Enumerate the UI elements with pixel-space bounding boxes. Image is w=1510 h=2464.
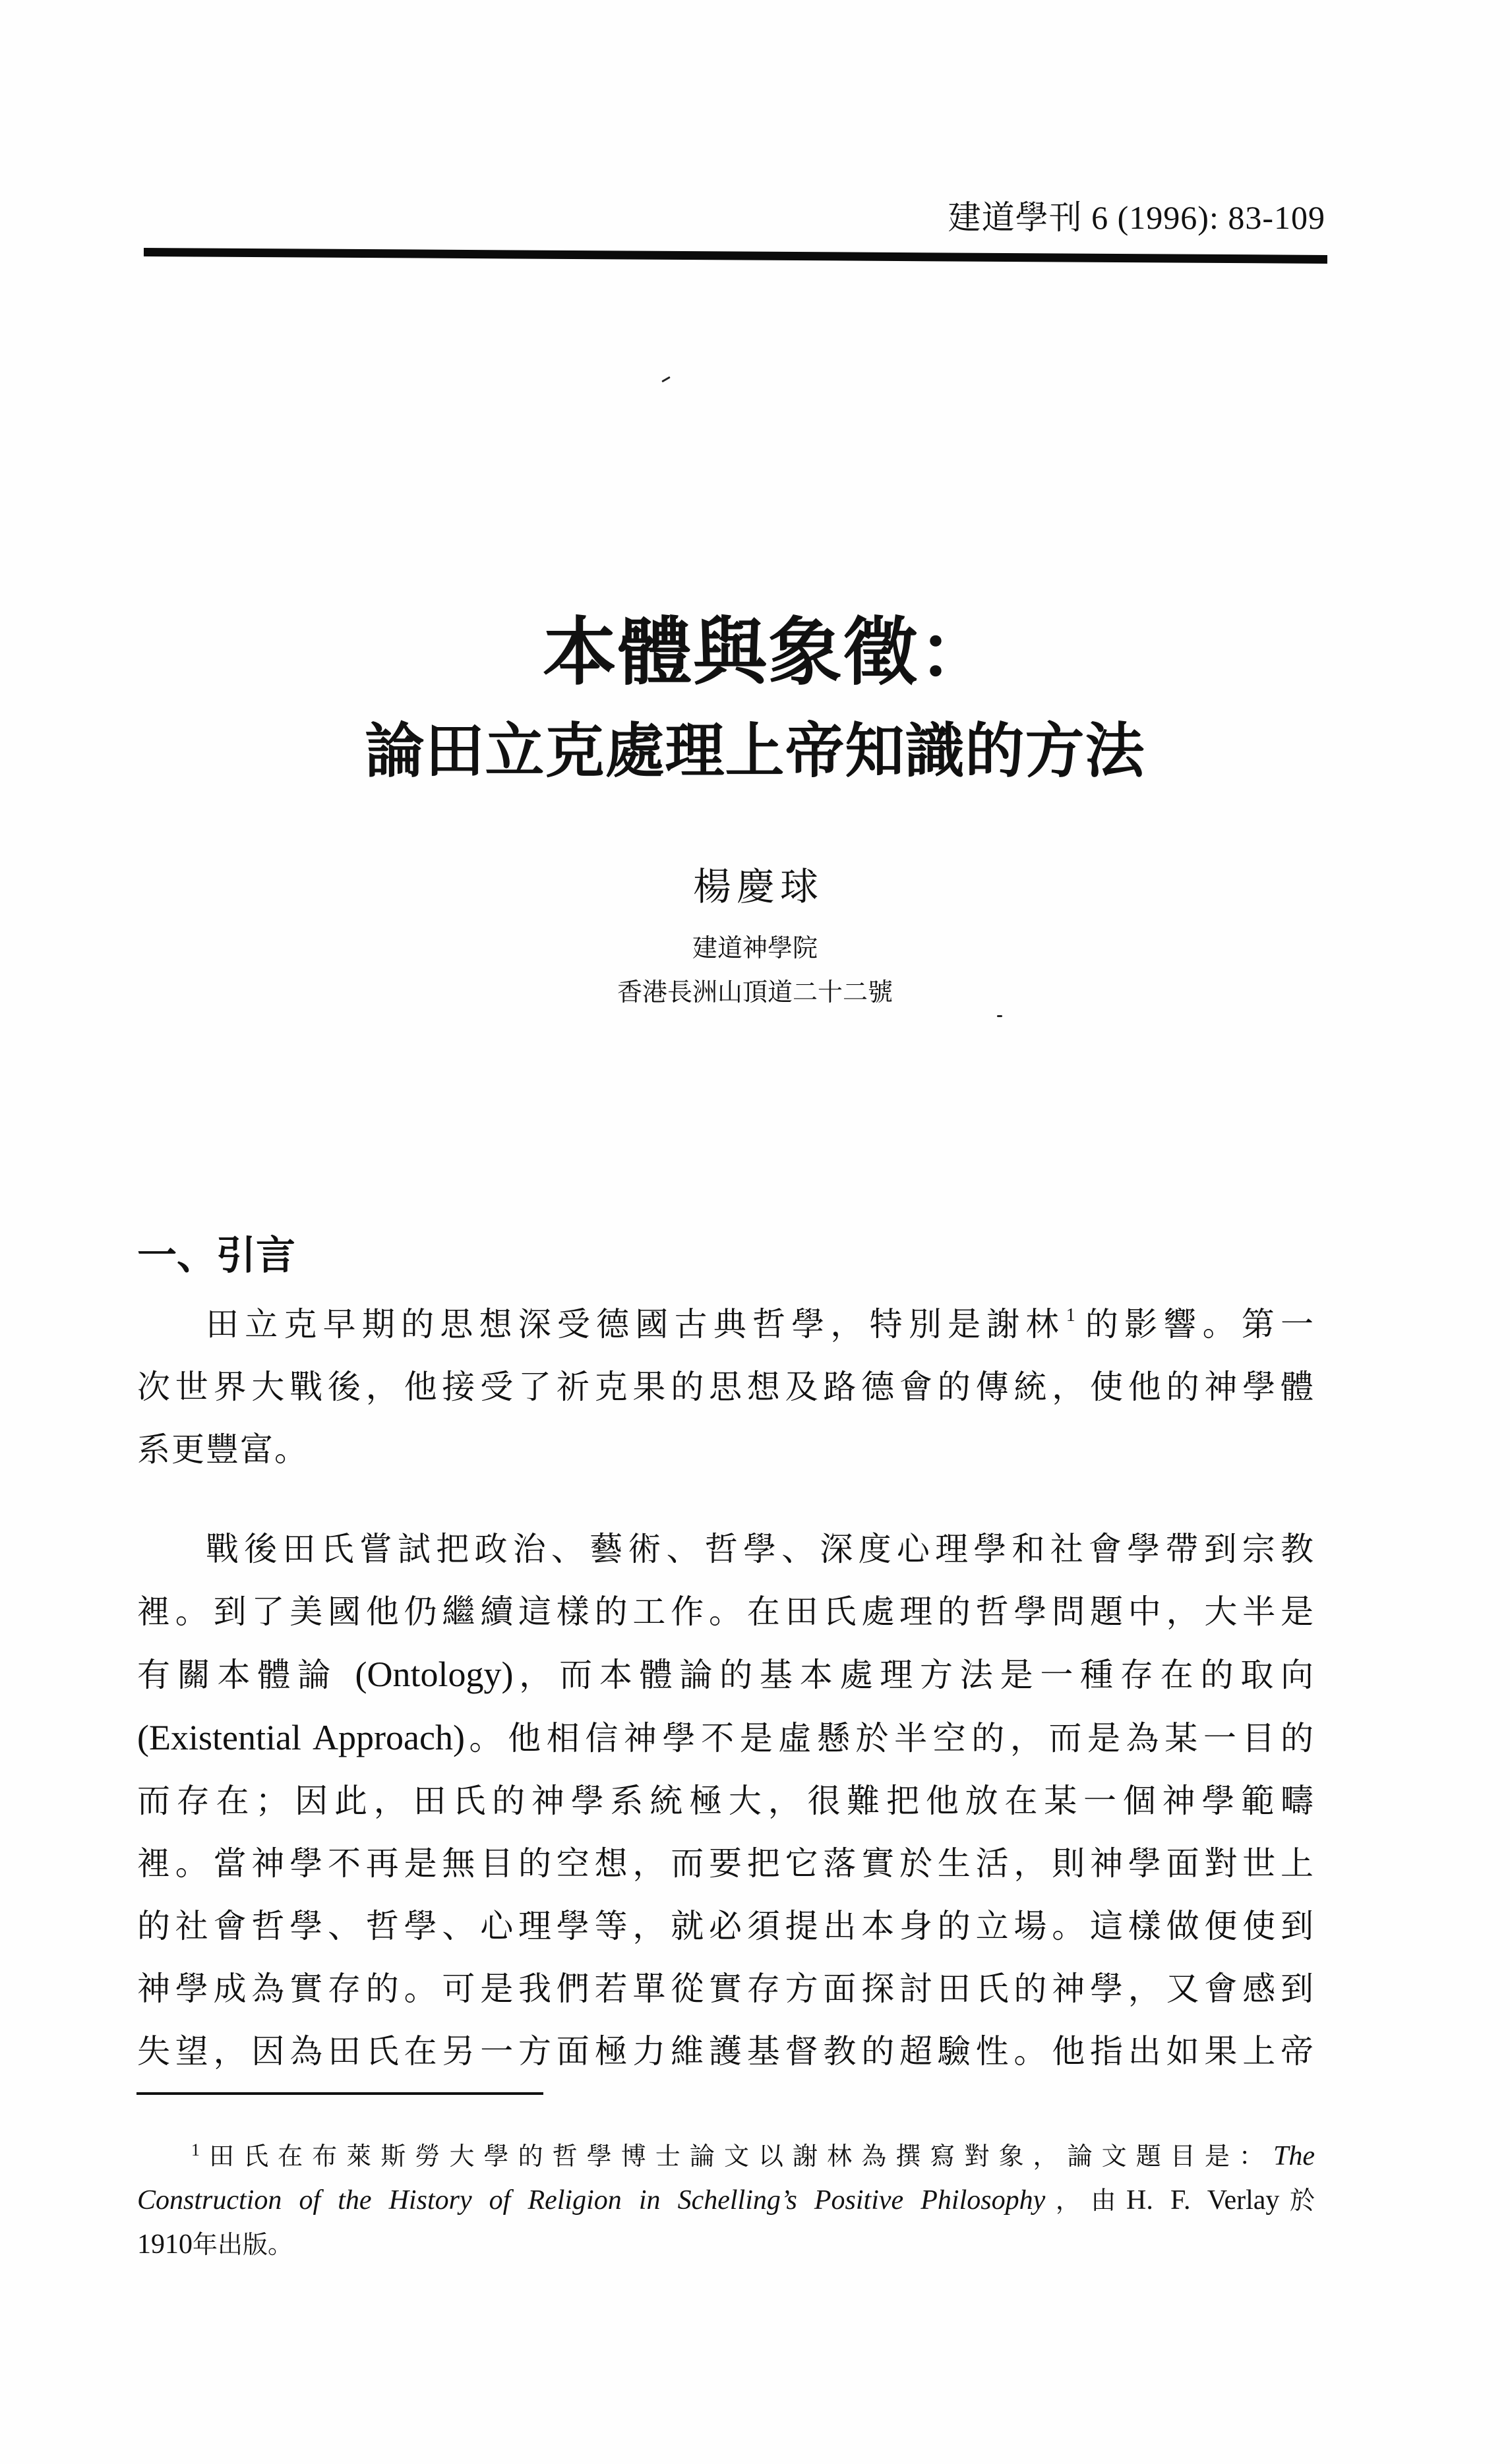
text-run: 的影響。第一 xyxy=(1080,1305,1315,1343)
publication-year: 1910 xyxy=(137,2229,193,2260)
footnote-line xyxy=(137,2134,1315,2179)
text-line: 失望，因為田氏在另一方面極力維護基督教的超驗性。他指出如果上帝 xyxy=(137,2032,1315,2070)
article-title: 本體與象徵： xyxy=(543,610,994,696)
text-run: ，而本體論的基本處理方法是一種存在的取向 xyxy=(513,1656,1315,1694)
publisher: H. F. Verlay xyxy=(1126,2185,1280,2215)
italic-title: Construction of the History of Religion in Schelling’s Positive Philosophy xyxy=(137,2185,1046,2215)
text-line: 的社會哲學、哲學、心理學等，就必須提出本身的立場。這樣做便使到 xyxy=(137,1907,1315,1945)
author-institution: 建道神學院 xyxy=(692,933,818,962)
article-subtitle: 論田立克處理上帝知識的方法 xyxy=(365,716,1145,786)
footnote-separator xyxy=(136,2092,543,2095)
text-run: 田氏在布萊斯勞大學的哲學博士論文以謝林為撰寫對象，論文題目是： xyxy=(200,2142,1273,2171)
footnote-number: 1 xyxy=(191,2140,200,2159)
text-line xyxy=(137,1293,1315,1356)
footnote-line xyxy=(137,2223,1315,2267)
text-run: 有關本體論 xyxy=(137,1656,355,1694)
text-line: 戰後田氏嘗試把政治、藝術、哲學、深度心理學和社會學帶到宗教 xyxy=(206,1530,1315,1568)
latin-term: (Existential Approach) xyxy=(137,1718,465,1757)
header-rule xyxy=(144,248,1327,264)
text-line xyxy=(137,1643,1315,1707)
scan-artifact xyxy=(661,376,671,383)
text-run: 田立克早期的思想深受德國古典哲學，特別是謝林 xyxy=(206,1305,1065,1343)
footnote-line xyxy=(137,2179,1315,2223)
footnote-reference[interactable]: 1 xyxy=(1066,1305,1077,1326)
body-paragraph xyxy=(137,1518,1315,2083)
text-line: 次世界大戰後，他接受了祈克果的思想及路德會的傳統，使他的神學體 xyxy=(137,1368,1315,1406)
text-run: ，由 xyxy=(1045,2186,1127,2215)
author-name: 楊慶球 xyxy=(692,864,824,909)
author-address: 香港長洲山頂道二十二號 xyxy=(617,978,893,1007)
text-line: 神學成為實存的。可是我們若單從實存方面探討田氏的神學，又會感到 xyxy=(137,1970,1315,2008)
journal-citation: 建道學刊 6 (1996): 83-109 xyxy=(948,199,1325,236)
text-line: 裡。當神學不再是無目的空想，而要把它落實於生活，則神學面對世上 xyxy=(137,1844,1315,1883)
footnote xyxy=(137,2134,1315,2267)
text-run: 年出版。 xyxy=(193,2230,293,2259)
latin-term: (Ontology) xyxy=(355,1655,514,1694)
text-run: 於 xyxy=(1279,2186,1315,2215)
section-heading: 一、引言 xyxy=(137,1233,295,1279)
text-line: 系更豐富。 xyxy=(137,1430,309,1469)
text-line xyxy=(137,1707,1315,1770)
text-run: 。他相信神學不是虛懸於半空的，而是為某一目的 xyxy=(464,1719,1315,1757)
italic-title: The xyxy=(1273,2141,1315,2171)
body-paragraph xyxy=(137,1293,1315,1481)
text-line: 裡。到了美國他仍繼續這樣的工作。在田氏處理的哲學問題中，大半是 xyxy=(137,1593,1315,1631)
scan-artifact xyxy=(997,1015,1002,1017)
text-line: 而存在；因此，田氏的神學系統極大，很難把他放在某一個神學範疇 xyxy=(137,1782,1315,1820)
